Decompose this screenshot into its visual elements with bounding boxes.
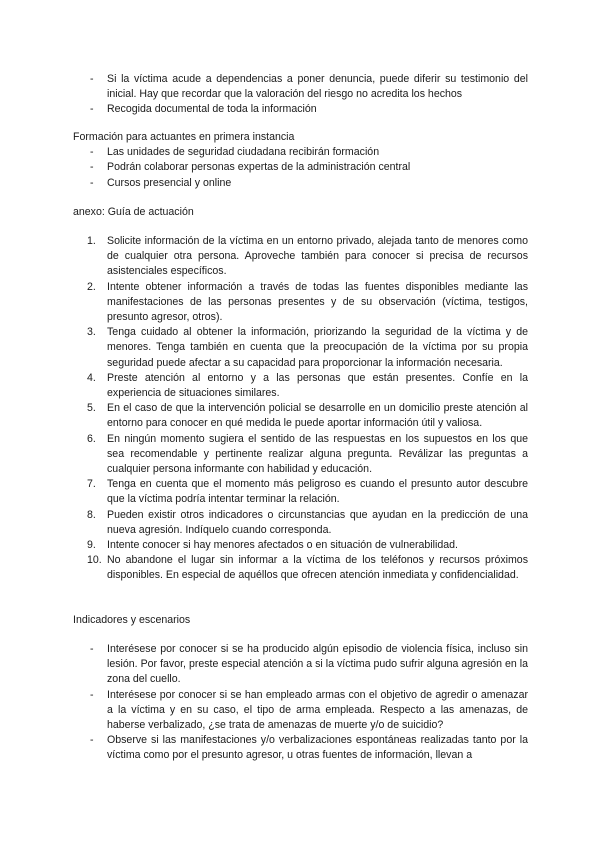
list-item: - Recogida documental de toda la información (73, 102, 528, 117)
item-number: 10. (87, 554, 102, 567)
item-text: Preste atención al entorno y a las personas que están presentes. Confíe en la experiencia de situaciones similares. (107, 371, 528, 400)
list-item (73, 280, 528, 326)
intro-section (73, 72, 528, 118)
indicators-heading-block (73, 613, 528, 628)
item-text: En el caso de que la intervención policial se desarrolle en un domicilio preste atención al entorno para conocer en qué medida le puede aportar información útil y valiosa. (107, 402, 528, 430)
list-item (73, 371, 528, 401)
list-item: - Observe si las manifestaciones y/o verbalizaciones espontáneas realizadas tanto por la víctima como por el presunto agresor, u otras fuentes de información, llevan a (73, 733, 528, 763)
item-text: No abandone el lugar sin informar a la víctima de los teléfonos y recursos próximos disponibles. En especial de aquéllos que ofrecen atención inmediata y confidencialidad. (107, 554, 528, 582)
list-item: - Las unidades de seguridad ciudadana recibirán formación (73, 145, 528, 160)
section-heading: anexo: Guía de actuación (73, 206, 194, 218)
list-item: - Interésese por conocer si se ha producido algún episodio de violencia física, incluso sin lesión. Por favor, preste especial atención a si la víctima pudo sufrir alguna agresión en la zona del cuello. (73, 642, 528, 688)
item-number: 4. (87, 371, 96, 384)
item-number: 8. (87, 508, 96, 521)
item-number: 1. (87, 235, 96, 247)
list-item: - Interésese por conocer si se han empleado armas con el objetivo de agredir o amenazar a la víctima y en su caso, el tipo de arma empleada. Respecto a las amenazas, de haberse verbalizado, ¿se trata de amenazas de muerte y/o de suicidio? (73, 688, 528, 734)
item-number: 3. (87, 326, 96, 339)
list-item (73, 508, 528, 538)
item-text: En ningún momento sugiera el sentido de las respuestas en los supuestos en los que sea recomendable y pertinente realizar alguna pregunta. Reválizar las preguntas a cualquier persona informante con habilidad y educación. (107, 432, 528, 476)
list-item (73, 432, 528, 478)
list-item (73, 553, 528, 583)
list-item (73, 538, 528, 553)
item-text: Pueden existir otros indicadores o circunstancias que ayudan en la predicción de una nueva agresión. Indíquelo cuando corresponda. (107, 508, 528, 536)
training-section (73, 130, 528, 191)
annex-heading-block (73, 205, 528, 220)
item-text: Intente obtener información a través de todas las fuentes disponibles mediante las manifestaciones de las personas presentes y de su observación (víctima, testigos, presunto agresor, otros). (107, 280, 528, 324)
annex-steps (73, 234, 528, 584)
indicators-list (73, 642, 528, 764)
list-item (73, 234, 528, 280)
section-heading: Formación para actuantes en primera instancia (73, 131, 295, 143)
item-text: Solicite información de la víctima en un entorno privado, alejada tanto de menores como de cualquier otra persona. Aproveche también para conocer si precisa de recursos asistenciales específicos. (107, 235, 528, 278)
list-item: - Cursos presencial y online (73, 176, 528, 191)
item-number: 7. (87, 478, 96, 491)
item-number: 6. (87, 432, 96, 445)
list-item (73, 477, 528, 507)
item-number: 9. (87, 539, 96, 552)
item-number: 5. (87, 402, 96, 415)
item-number: 2. (87, 280, 96, 293)
item-text: Intente conocer si hay menores afectados o en situación de vulnerabilidad. (107, 539, 458, 552)
item-text: Tenga en cuenta que el momento más peligroso es cuando el presunto autor descubre que la víctima podría intentar terminar la relación. (107, 478, 528, 506)
list-item: - Si la víctima acude a dependencias a poner denuncia, puede diferir su testimonio del inicial. Hay que recordar que la valoración del riesgo no acredita los hechos (73, 72, 528, 102)
list-item: - Podrán colaborar personas expertas de la administración central (73, 160, 528, 175)
list-item (73, 325, 528, 371)
list-item (73, 401, 528, 431)
item-text: Tenga cuidado al obtener la información, priorizando la seguridad de la víctima y de menores. Tenga también en cuenta que la preocupación de la víctima por su propia seguridad puede afectar a su capacidad para proporcionar la información necesaria. (107, 326, 528, 369)
section-heading: Indicadores y escenarios (73, 614, 191, 626)
